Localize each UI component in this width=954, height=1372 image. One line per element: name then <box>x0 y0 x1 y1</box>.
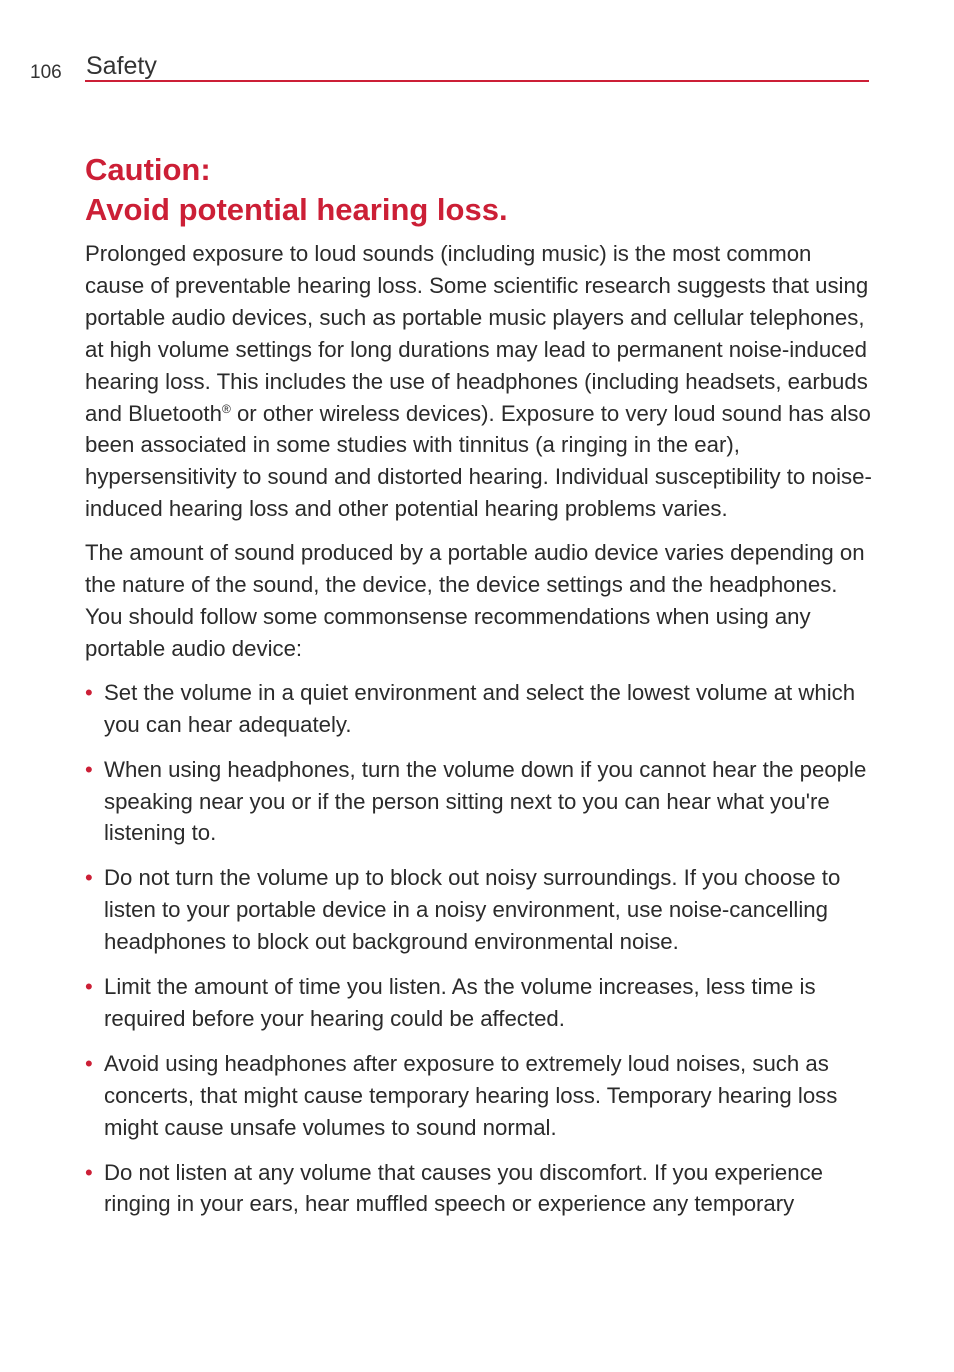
list-item <box>85 677 875 741</box>
caution-heading-line1: Caution: <box>85 152 211 187</box>
list-item <box>85 754 875 850</box>
intro-paragraph-text-b: or other wireless devices). Exposure to very loud sound has also been associated in some studies with tinnitus (a ringing in the ear), hypersensitivity to sound and distorted hearing. Individual susceptibility to noise-induced hearing loss and other potential hearing problems varies. <box>85 400 872 522</box>
list-item <box>85 862 875 958</box>
bullet-icon: • <box>85 756 93 782</box>
list-item <box>85 971 875 1035</box>
intro-paragraph <box>85 238 875 525</box>
recommendations-list <box>85 677 875 1221</box>
bullet-icon: • <box>85 1159 93 1185</box>
section-title: Safety <box>86 52 157 80</box>
bullet-icon: • <box>85 679 93 705</box>
bullet-icon: • <box>85 974 93 1000</box>
header-divider <box>85 80 869 82</box>
bullet-icon: • <box>85 865 93 891</box>
list-item-text: Do not turn the volume up to block out noisy surroundings. If you choose to listen to your portable device in a noisy environment, use noise-cancelling headphones to block out background environmental noise. <box>104 865 841 955</box>
caution-heading-line2: Avoid potential hearing loss. <box>85 192 508 227</box>
body-content <box>85 238 875 1233</box>
intro-paragraph-text-a: Prolonged exposure to loud sounds (including music) is the most common cause of preventable hearing loss. Some scientific research suggests that using portable audio devices, such as portable music players and cellular telephones, at high volume settings for long durations may lead to permanent noise-induced hearing loss. This includes the use of headphones (including headsets, earbuds and Bluetooth <box>85 241 869 426</box>
registered-mark: ® <box>221 401 231 416</box>
list-item <box>85 1048 875 1144</box>
list-item-text: Do not listen at any volume that causes you discomfort. If you experience ringing in your ears, hear muffled speech or experience any temporary <box>104 1159 824 1217</box>
page-number: 106 <box>30 62 62 83</box>
bullet-icon: • <box>85 1050 93 1076</box>
list-item-text: Avoid using headphones after exposure to extremely loud noises, such as concerts, that might cause temporary hearing loss. Temporary hearing loss might cause unsafe volumes to sound normal. <box>104 1050 838 1140</box>
list-item <box>85 1157 875 1221</box>
caution-heading <box>85 150 875 230</box>
list-item-text: Limit the amount of time you listen. As the volume increases, less time is required before your hearing could be affected. <box>104 974 816 1031</box>
recommendations-intro-paragraph: The amount of sound produced by a portable audio device varies depending on the nature of the sound, the device, the device settings and the headphones. You should follow some commonsense recommendations when using any portable audio device: <box>85 540 865 661</box>
list-item-text: When using headphones, turn the volume down if you cannot hear the people speaking near you or if the person sitting next to you can hear what you're listening to. <box>104 756 867 846</box>
list-item-text: Set the volume in a quiet environment and select the lowest volume at which you can hear adequately. <box>104 679 856 737</box>
